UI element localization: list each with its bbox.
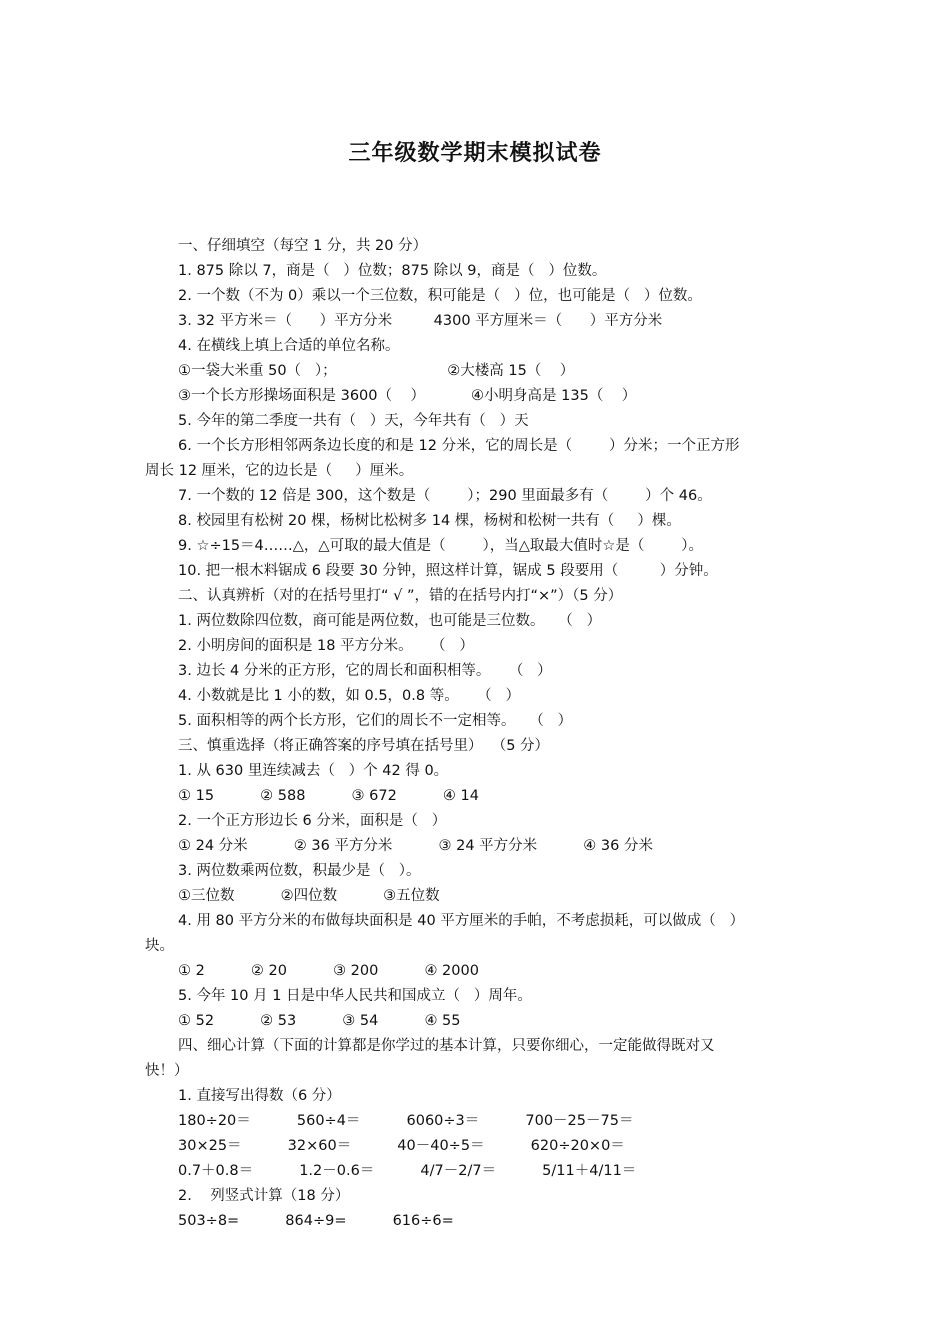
exam-line: 8. 校园里有松树 20 棵，杨树比松树多 14 棵，杨树和松树一共有（ ）棵。 xyxy=(178,513,681,529)
exam-line: 7. 一个数的 12 倍是 300，这个数是（ ）；290 里面最多有（ ）个 46。 xyxy=(178,488,712,504)
exam-line: 5. 面积相等的两个长方形，它们的周长不一定相等。 （ ） xyxy=(178,713,573,729)
exam-line: 3. 32 平方米＝（ ）平方分米 4300 平方厘米＝（ ）平方分米 xyxy=(178,313,663,329)
exam-line: 9. ☆÷15＝4……△，△可取的最大值是（ ），当△取最大值时☆是（ ）。 xyxy=(178,538,703,554)
exam-line: ①三位数 ②四位数 ③五位数 xyxy=(178,888,440,904)
exam-line: 180÷20＝ 560÷4＝ 6060÷3＝ 700－25－75＝ xyxy=(178,1113,634,1129)
exam-title: 三年级数学期末模拟试卷 xyxy=(348,140,602,166)
exam-line: 块。 xyxy=(145,938,174,954)
exam-line: ① 15 ② 588 ③ 672 ④ 14 xyxy=(178,788,479,804)
exam-line: ① 24 分米 ② 36 平方分米 ③ 24 平方分米 ④ 36 分米 xyxy=(178,838,653,854)
exam-line: 3. 两位数乘两位数，积最少是（ ）。 xyxy=(178,863,421,879)
exam-line: ③一个长方形操场面积是 3600（ ） ④小明身高是 135（ ） xyxy=(178,388,637,404)
exam-line: 30×25＝ 32×60＝ 40－40÷5＝ 620÷20×0＝ xyxy=(178,1138,625,1154)
exam-line: 4. 小数就是比 1 小的数，如 0.5，0.8 等。 （ ） xyxy=(178,688,520,704)
exam-line: 0.7＋0.8＝ 1.2－0.6＝ 4/7－2/7＝ 5/11＋4/11＝ xyxy=(178,1163,637,1179)
exam-line: 1. 直接写出得数（6 分） xyxy=(178,1088,341,1104)
exam-line: 1. 从 630 里连续减去（ ）个 42 得 0。 xyxy=(178,763,449,779)
exam-line: 10. 把一根木料锯成 6 段要 30 分钟，照这样计算，锯成 5 段要用（ ）分钟。 xyxy=(178,563,718,579)
exam-line: 2. 列竖式计算（18 分） xyxy=(178,1188,350,1204)
exam-line: 一、仔细填空（每空 1 分，共 20 分） xyxy=(178,238,428,254)
exam-line: 1. 两位数除四位数，商可能是两位数，也可能是三位数。 （ ） xyxy=(178,613,602,629)
exam-line: 四、细心计算（下面的计算都是你学过的基本计算，只要你细心，一定能做得既对又 xyxy=(178,1038,715,1054)
exam-line: 2. 一个数（不为 0）乘以一个三位数，积可能是（ ）位，也可能是（ ）位数。 xyxy=(178,288,702,304)
exam-line: ① 2 ② 20 ③ 200 ④ 2000 xyxy=(178,963,479,979)
exam-line: 6. 一个长方形相邻两条边长度的和是 12 分米，它的周长是（ ）分米；一个正方形 xyxy=(178,438,740,454)
exam-line: ① 52 ② 53 ③ 54 ④ 55 xyxy=(178,1013,461,1029)
exam-line: 5. 今年 10 月 1 日是中华人民共和国成立（ ）周年。 xyxy=(178,988,532,1004)
exam-line: 4. 在横线上填上合适的单位名称。 xyxy=(178,338,400,354)
exam-line: 5. 今年的第二季度一共有（ ）天，今年共有（ ）天 xyxy=(178,413,529,429)
exam-line: 三、慎重选择（将正确答案的序号填在括号里） （5 分） xyxy=(178,738,550,754)
exam-line: 快！） xyxy=(145,1063,189,1079)
exam-line: 2. 小明房间的面积是 18 平方分米。 （ ） xyxy=(178,638,474,654)
exam-line: 4. 用 80 平方分米的布做每块面积是 40 平方厘米的手帕，不考虑损耗，可以做成（ ） xyxy=(178,913,745,929)
exam-line: 3. 边长 4 分米的正方形，它的周长和面积相等。 （ ） xyxy=(178,663,552,679)
exam-line: 周长 12 厘米，它的边长是（ ）厘米。 xyxy=(145,463,414,479)
exam-line: ①一袋大米重 50（ ）； ②大楼高 15（ ） xyxy=(178,363,575,379)
exam-line: 2. 一个正方形边长 6 分米，面积是（ ） xyxy=(178,813,447,829)
exam-line: 二、认真辨析（对的在括号里打“ √ ”，错的在括号内打“×”）（5 分） xyxy=(178,588,623,604)
exam-line: 503÷8= 864÷9= 616÷6= xyxy=(178,1213,454,1229)
exam-line: 1. 875 除以 7，商是（ ）位数；875 除以 9，商是（ ）位数。 xyxy=(178,263,607,279)
